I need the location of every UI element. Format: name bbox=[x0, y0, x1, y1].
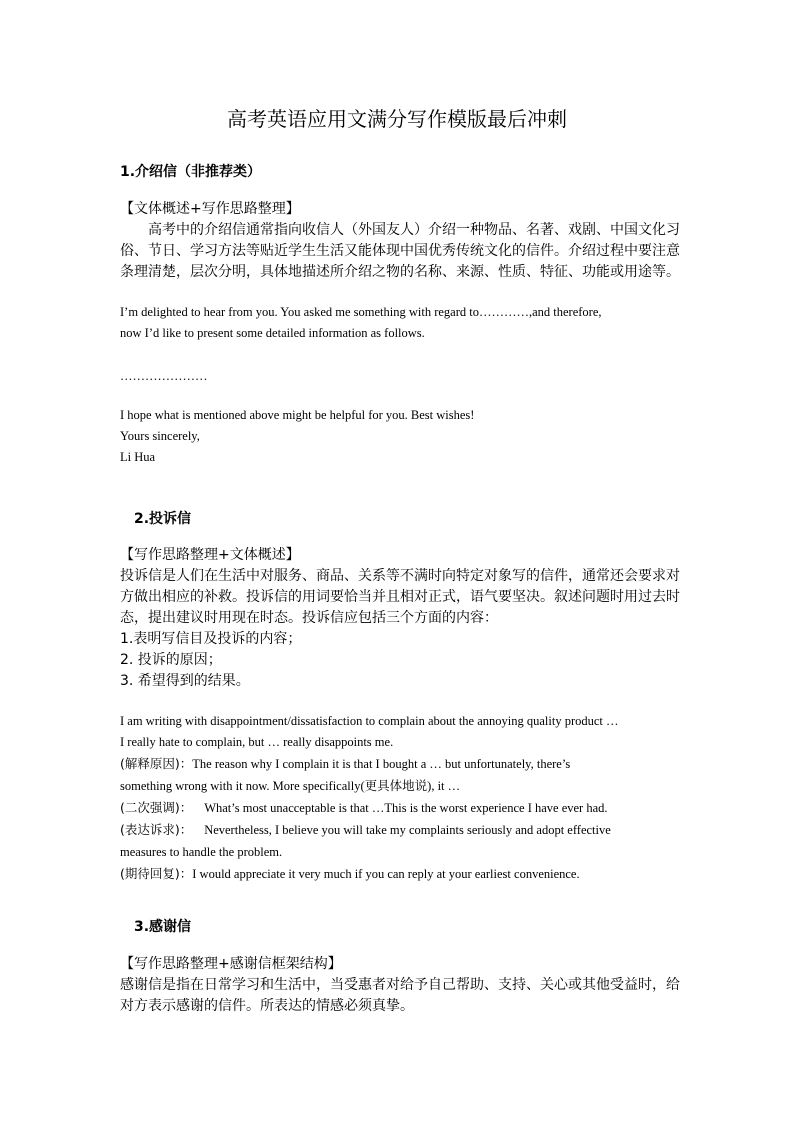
section-heading: 1.介绍信（非推荐类） bbox=[120, 164, 262, 180]
ellipsis-line: ………………… bbox=[120, 369, 208, 383]
emphasis-line bbox=[120, 797, 680, 819]
section-3-body bbox=[120, 954, 680, 1017]
paragraph-line: 感谢信是指在日常学习和生活中，当受惠者对给予自己帮助、支持、关心或其他受益时，给 bbox=[120, 977, 680, 993]
english-line: I am writing with disappointment/dissatisfaction to complain about the annoying quality product … bbox=[120, 714, 619, 728]
paragraph-line: 高考中的介绍信通常指向收信人（外国友人）介绍一种物品、名著、戏剧、中国文化习 bbox=[148, 222, 680, 238]
section-3-heading-block bbox=[134, 917, 694, 937]
english-line: now I’d like to present some detailed information as follows. bbox=[120, 326, 425, 340]
section-1-dots bbox=[120, 366, 680, 387]
section-2-heading-block bbox=[134, 509, 694, 529]
demand-line bbox=[120, 819, 680, 841]
section-1-body bbox=[120, 199, 680, 283]
reason-label: (解释原因)： bbox=[120, 756, 193, 771]
section-heading: 3.感谢信 bbox=[134, 919, 192, 935]
demand-label: (表达诉求)： bbox=[120, 822, 193, 837]
section-heading: 2.投诉信 bbox=[134, 511, 192, 527]
section-2-body bbox=[120, 545, 680, 692]
section-label: 【写作思路整理+文体概述】 bbox=[120, 547, 300, 563]
reason-line bbox=[120, 753, 680, 775]
closing-line: I hope what is mentioned above might be helpful for you. Best wishes! bbox=[120, 408, 475, 422]
page-title: 高考英语应用文满分写作模版最后冲刺 bbox=[227, 107, 567, 131]
reason-continuation-line bbox=[120, 775, 680, 797]
reply-text: I would appreciate it very much if you can reply at your earliest convenience. bbox=[192, 867, 580, 881]
emphasis-text: What’s most unacceptable is that …This is the worst experience I have ever had. bbox=[204, 801, 608, 815]
section-label: 【写作思路整理+感谢信框架结构】 bbox=[120, 956, 342, 972]
reply-line bbox=[120, 863, 680, 885]
paragraph-line: 俗、节日、学习方法等贴近学生生活又能体现中国优秀传统文化的信件。介绍过程中要注意 bbox=[120, 243, 680, 259]
english-line: I really hate to complain, but … really disappoints me. bbox=[120, 735, 394, 749]
reason-text: The reason why I complain it is that I bought a … but unfortunately, there’s bbox=[192, 757, 571, 771]
paragraph-line: 态，提出建议时用现在时态。投诉信应包括三个方面的内容： bbox=[120, 610, 498, 626]
signature-line: Li Hua bbox=[120, 450, 156, 464]
section-label: 【文体概述+写作思路整理】 bbox=[120, 201, 300, 217]
paragraph-line: 条理清楚，层次分明，具体地描述所介绍之物的名称、来源、性质、特征、功能或用途等。 bbox=[120, 264, 680, 280]
reply-label: (期待回复)： bbox=[120, 866, 193, 881]
emphasis-label: (二次强调)： bbox=[120, 800, 193, 815]
list-item: 2. 投诉的原因； bbox=[120, 652, 222, 668]
section-2-english bbox=[120, 711, 680, 885]
reason-chinese: 更具体地说 bbox=[364, 778, 428, 793]
demand-continuation-line bbox=[120, 841, 680, 863]
english-line: I’m delighted to hear from you. You asked me something with regard to…………,and therefore, bbox=[120, 305, 602, 319]
paragraph-line: 方做出相应的补救。投诉信的用词要恰当并且相对正式，语气要坚决。叙述问题时用过去时 bbox=[120, 589, 680, 605]
section-1-english bbox=[120, 302, 680, 344]
reason-continuation: something wrong with it now. More specifically( bbox=[120, 779, 365, 793]
demand-continuation: measures to handle the problem. bbox=[120, 845, 283, 859]
closing-line: Yours sincerely, bbox=[120, 429, 200, 443]
list-item: 1.表明写信目及投诉的内容； bbox=[120, 631, 302, 647]
section-1-heading-block bbox=[120, 162, 680, 182]
section-1-closing bbox=[120, 405, 680, 468]
reason-end: ), it … bbox=[427, 779, 461, 793]
list-item: 3. 希望得到的结果。 bbox=[120, 673, 250, 689]
demand-text: Nevertheless, I believe you will take my complaints seriously and adopt effective bbox=[204, 823, 611, 837]
paragraph-line: 对方表示感谢的信件。所表达的情感必须真挚。 bbox=[120, 998, 414, 1014]
paragraph-line: 投诉信是人们在生活中对服务、商品、关系等不满时向特定对象写的信件，通常还会要求对 bbox=[120, 568, 680, 584]
